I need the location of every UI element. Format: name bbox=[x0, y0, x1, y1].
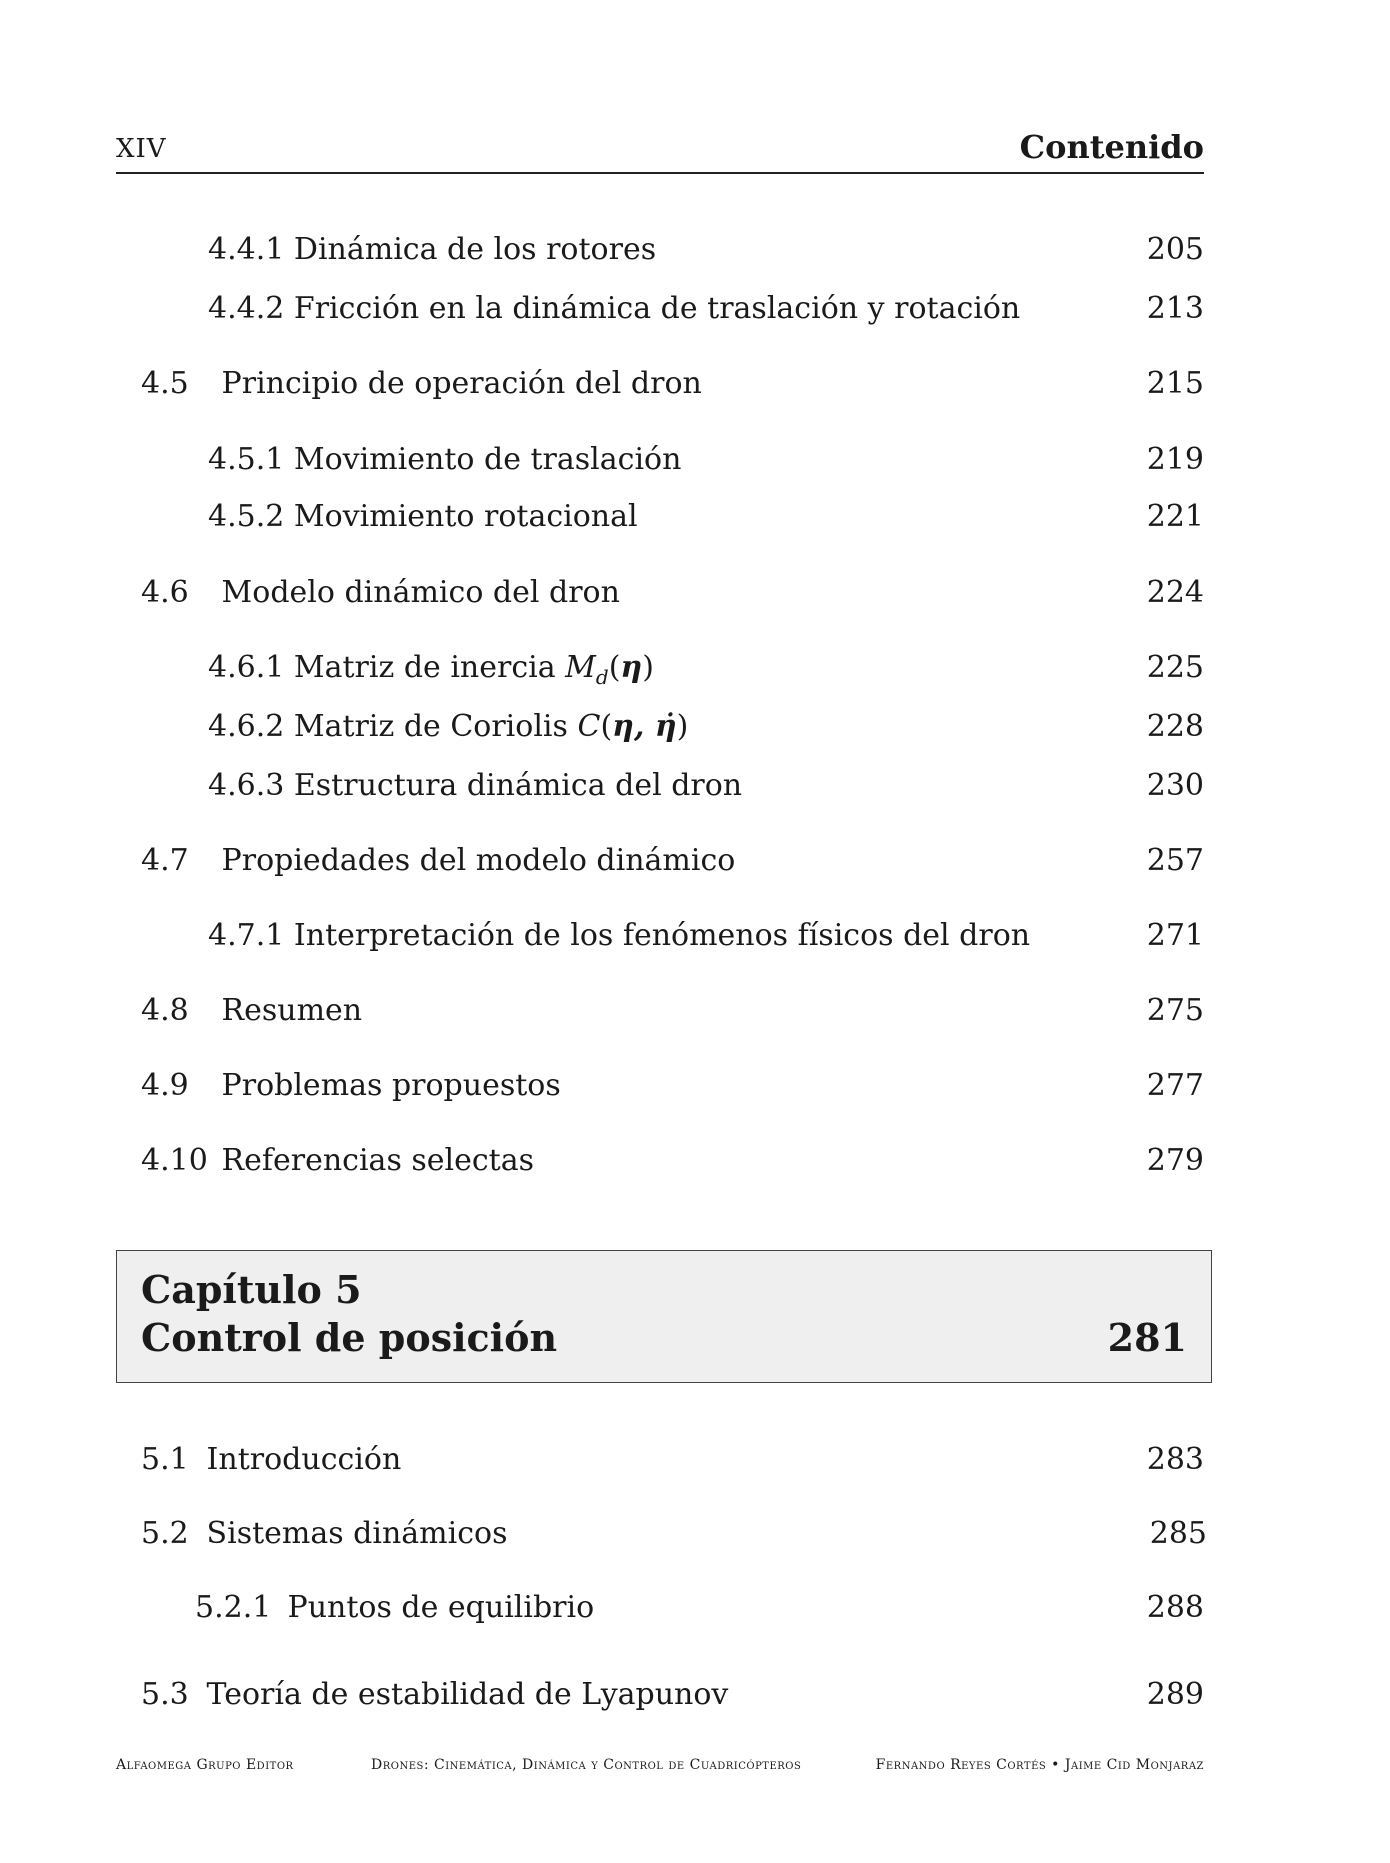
entry-title: Movimiento de traslación bbox=[293, 442, 682, 477]
toc-entry[interactable] bbox=[141, 1514, 507, 1554]
toc-entry[interactable] bbox=[195, 1588, 594, 1628]
toc-entry[interactable] bbox=[208, 230, 656, 270]
math-argument: η, η̇ bbox=[612, 709, 677, 744]
entry-title: Interpretación de los fenómenos físicos del dron bbox=[293, 918, 1031, 953]
chapter-label: Capítulo 5 bbox=[141, 1267, 362, 1312]
toc-entry[interactable] bbox=[208, 497, 638, 537]
entry-page: 279 bbox=[1146, 1143, 1204, 1178]
footer-authors: Fernando Reyes Cortés • Jaime Cid Monjaraz bbox=[875, 1757, 1204, 1773]
entry-number: 5.1 bbox=[141, 1442, 189, 1477]
entry-title: Estructura dinámica del dron bbox=[293, 768, 743, 803]
entry-title: Modelo dinámico del dron bbox=[221, 575, 620, 610]
entry-page: 224 bbox=[1146, 575, 1204, 610]
entry-page: 257 bbox=[1146, 843, 1204, 878]
entry-number: 4.5.2 bbox=[208, 499, 285, 534]
entry-title: Puntos de equilibrio bbox=[287, 1590, 595, 1625]
page-number-roman: XIV bbox=[116, 134, 167, 164]
toc-entry[interactable] bbox=[141, 1440, 401, 1480]
entry-number: 4.7.1 bbox=[208, 918, 285, 953]
entry-number: 5.2.1 bbox=[195, 1590, 272, 1625]
toc-entry[interactable] bbox=[141, 573, 620, 613]
entry-title: Teoría de estabilidad de Lyapunov bbox=[206, 1677, 729, 1712]
entry-title: Resumen bbox=[221, 993, 363, 1028]
entry-title: Problemas propuestos bbox=[221, 1068, 561, 1103]
entry-number: 4.6.2 bbox=[208, 709, 285, 744]
entry-title: Dinámica de los rotores bbox=[293, 232, 657, 267]
entry-page: 288 bbox=[1146, 1590, 1204, 1625]
entry-page: 213 bbox=[1146, 291, 1204, 326]
math-symbol: M bbox=[565, 650, 596, 685]
entry-page: 205 bbox=[1146, 232, 1204, 267]
entry-page: 289 bbox=[1146, 1677, 1204, 1712]
toc-entry[interactable] bbox=[141, 991, 362, 1031]
entry-number: 4.6.1 bbox=[208, 650, 285, 685]
entry-page: 271 bbox=[1146, 918, 1204, 953]
math-symbol: C bbox=[577, 709, 601, 744]
entry-title: Referencias selectas bbox=[221, 1143, 535, 1178]
entry-page: 283 bbox=[1146, 1442, 1204, 1477]
entry-page: 275 bbox=[1146, 993, 1204, 1028]
entry-number: 5.3 bbox=[141, 1677, 189, 1712]
entry-title: Matriz de inercia bbox=[293, 650, 556, 685]
toc-entry[interactable] bbox=[208, 766, 742, 806]
footer-publisher: Alfaomega Grupo Editor bbox=[116, 1757, 294, 1773]
entry-number: 4.9 bbox=[141, 1068, 189, 1103]
toc-entry[interactable] bbox=[141, 1141, 534, 1181]
toc-entry[interactable] bbox=[141, 1066, 561, 1106]
entry-title: Sistemas dinámicos bbox=[206, 1516, 508, 1551]
entry-title: Fricción en la dinámica de traslación y rotación bbox=[293, 291, 1021, 326]
toc-entry[interactable] bbox=[208, 707, 688, 747]
entry-page: 225 bbox=[1146, 650, 1204, 685]
entry-number: 4.6 bbox=[141, 575, 189, 610]
entry-number: 4.5 bbox=[141, 366, 189, 401]
entry-title: Matriz de Coriolis bbox=[293, 709, 568, 744]
entry-page: 285 bbox=[1149, 1516, 1207, 1551]
entry-title: Propiedades del modelo dinámico bbox=[221, 843, 736, 878]
toc-entry[interactable] bbox=[208, 289, 1020, 329]
entry-number: 4.6.3 bbox=[208, 768, 285, 803]
entry-number: 4.7 bbox=[141, 843, 189, 878]
entry-number: 4.4.1 bbox=[208, 232, 285, 267]
toc-entry[interactable] bbox=[141, 1675, 728, 1715]
entry-number: 4.4.2 bbox=[208, 291, 285, 326]
header-rule bbox=[116, 172, 1204, 174]
math-expression: C(η, η̇) bbox=[577, 709, 689, 744]
math-argument: η bbox=[620, 650, 643, 685]
toc-entry[interactable] bbox=[208, 648, 654, 688]
entry-page: 277 bbox=[1146, 1068, 1204, 1103]
toc-entry[interactable] bbox=[141, 364, 702, 404]
entry-number: 4.8 bbox=[141, 993, 189, 1028]
chapter-title: Control de posición bbox=[141, 1315, 558, 1360]
footer-book-title: Drones: Cinemática, Dinámica y Control de Cuadricópteros bbox=[371, 1757, 802, 1773]
entry-number: 4.10 bbox=[141, 1143, 208, 1178]
toc-entry[interactable] bbox=[208, 916, 1030, 956]
chapter-heading-box[interactable] bbox=[116, 1250, 1212, 1383]
math-subscript: d bbox=[595, 665, 609, 689]
entry-page: 230 bbox=[1146, 768, 1204, 803]
entry-page: 215 bbox=[1146, 366, 1204, 401]
entry-title: Principio de operación del dron bbox=[221, 366, 702, 401]
entry-title: Movimiento rotacional bbox=[293, 499, 638, 534]
entry-title: Introducción bbox=[206, 1442, 402, 1477]
math-expression: $M_d(\eta)$ bbox=[565, 650, 654, 689]
entry-page: 221 bbox=[1146, 499, 1204, 534]
chapter-page: 281 bbox=[1107, 1315, 1187, 1360]
entry-page: 219 bbox=[1146, 442, 1204, 477]
entry-page: 228 bbox=[1146, 709, 1204, 744]
entry-number: 4.5.1 bbox=[208, 442, 285, 477]
running-header-title: Contenido bbox=[1019, 128, 1204, 166]
toc-entry[interactable] bbox=[208, 440, 681, 480]
toc-entry[interactable] bbox=[141, 841, 735, 881]
entry-number: 5.2 bbox=[141, 1516, 189, 1551]
